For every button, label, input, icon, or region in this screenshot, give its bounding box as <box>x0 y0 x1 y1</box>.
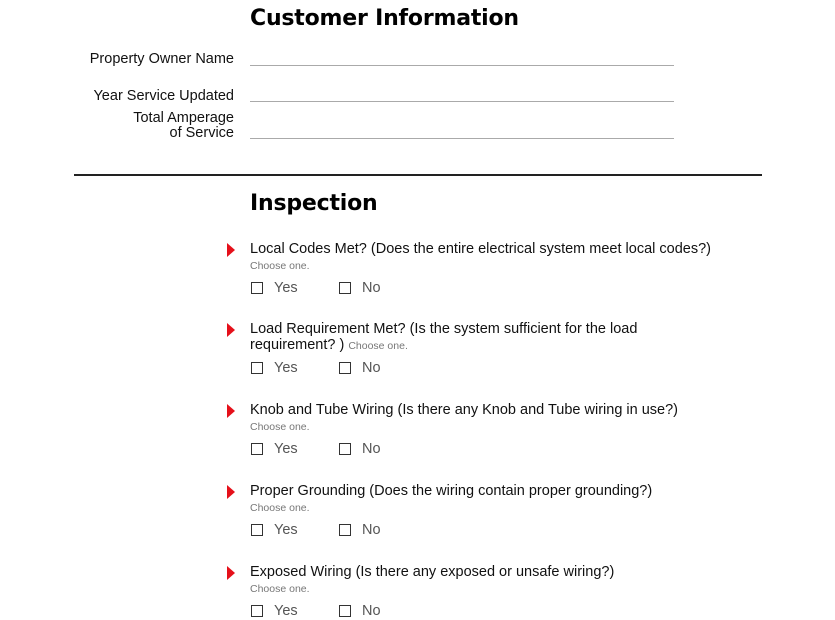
question-text <box>250 322 750 354</box>
field-label: Total Amperage <box>133 110 234 126</box>
knob-and-tube-yes-checkbox[interactable] <box>251 441 298 457</box>
checkbox-icon[interactable] <box>339 524 351 536</box>
local-codes-yes-checkbox[interactable] <box>251 280 298 296</box>
checkbox-icon[interactable] <box>339 443 351 455</box>
field-label-line2: of Service <box>169 125 234 141</box>
checkbox-icon[interactable] <box>251 362 263 374</box>
year-service-updated-input[interactable] <box>250 101 674 102</box>
question-text: Exposed Wiring (Is there any exposed or unsafe wiring?) <box>250 564 615 580</box>
question-text: Proper Grounding (Does the wiring contain proper grounding?) <box>250 483 653 499</box>
question-hint: Choose one. <box>250 421 310 433</box>
option-label: Yes <box>274 441 298 457</box>
question-text-line1: Load Requirement Met? (Is the system sufficient for the load <box>250 321 638 337</box>
arrow-marker-icon <box>227 243 235 257</box>
knob-and-tube-no-checkbox[interactable] <box>339 441 381 457</box>
option-label: Yes <box>274 603 298 619</box>
option-label: No <box>362 441 381 457</box>
load-requirement-yes-checkbox[interactable] <box>251 360 298 376</box>
field-label: Property Owner Name <box>89 51 234 67</box>
checkbox-icon[interactable] <box>251 443 263 455</box>
question-text: Knob and Tube Wiring (Is there any Knob and Tube wiring in use?) <box>250 402 679 418</box>
checkbox-icon[interactable] <box>339 605 351 617</box>
question-text: Local Codes Met? (Does the entire electrical system meet local codes?) <box>250 241 711 257</box>
arrow-marker-icon <box>227 485 235 499</box>
total-amperage-input[interactable] <box>250 138 674 139</box>
question-hint: Choose one. <box>250 260 310 272</box>
load-requirement-no-checkbox[interactable] <box>339 360 381 376</box>
option-label: Yes <box>274 522 298 538</box>
question-hint: Choose one. <box>250 583 310 595</box>
local-codes-no-checkbox[interactable] <box>339 280 381 296</box>
checkbox-icon[interactable] <box>251 282 263 294</box>
option-label: No <box>362 603 381 619</box>
inspection-title: Inspection <box>250 191 378 216</box>
field-label: Year Service Updated <box>93 88 234 104</box>
checkbox-icon[interactable] <box>339 282 351 294</box>
option-label: No <box>362 360 381 376</box>
question-hint: Choose one. <box>250 502 310 514</box>
option-label: Yes <box>274 360 298 376</box>
option-label: No <box>362 522 381 538</box>
option-label: Yes <box>274 280 298 296</box>
proper-grounding-yes-checkbox[interactable] <box>251 522 298 538</box>
checkbox-icon[interactable] <box>251 605 263 617</box>
checkbox-icon[interactable] <box>251 524 263 536</box>
checkbox-icon[interactable] <box>339 362 351 374</box>
proper-grounding-no-checkbox[interactable] <box>339 522 381 538</box>
question-text-line2: requirement? ) <box>250 336 345 353</box>
arrow-marker-icon <box>227 566 235 580</box>
exposed-wiring-no-checkbox[interactable] <box>339 603 381 619</box>
exposed-wiring-yes-checkbox[interactable] <box>251 603 298 619</box>
arrow-marker-icon <box>227 404 235 418</box>
customer-information-title: Customer Information <box>250 6 519 31</box>
arrow-marker-icon <box>227 323 235 337</box>
question-hint: Choose one. <box>348 339 408 352</box>
section-divider <box>74 174 762 176</box>
option-label: No <box>362 280 381 296</box>
property-owner-name-input[interactable] <box>250 65 674 66</box>
